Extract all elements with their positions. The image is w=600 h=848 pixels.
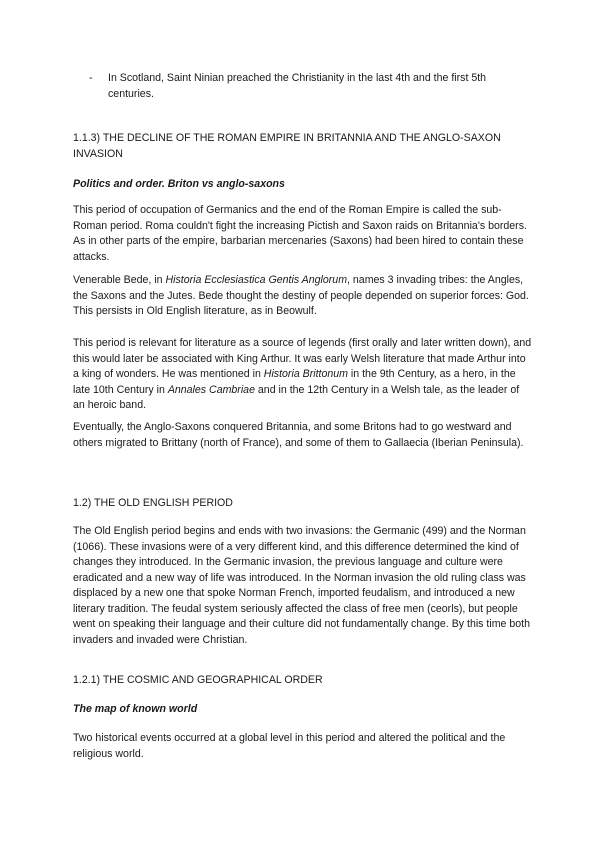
title-historia-ecclesiastica: Historia Ecclesiastica Gentis Anglorum — [165, 274, 348, 286]
paragraph-sub-roman: This period of occupation of Germanics and the end of the Roman Empire is called the sub-Roman period. Roma couldn't fight the increasing Pictish and Saxon raids on Britannia's borders. As in other parts of the empire, barbarian mercenaries (Saxons) had been hired to contain these attacks. — [73, 204, 527, 263]
subheading-map: The map of known world — [73, 703, 198, 715]
paragraph-arthur-text-a: This period is relevant for literature as a source of legends (first orally and later written down), and this would later be associated with King Arthur. It was early Welsh literature that made Arthur into a king of wonders. He was mentioned in — [73, 337, 532, 380]
paragraph-bede-text-b: , names 3 invading tribes: the Angles, the Saxons and the Jutes. Bede thought the destiny of people depended on superior forces: God. This persists in Old English literature, as in Beowulf. — [73, 274, 529, 317]
section-heading-1-1-3: 1.1.3) THE DECLINE OF THE ROMAN EMPIRE IN BRITANNIA AND THE ANGLO-SAXON INVASION — [73, 132, 501, 160]
paragraph-old-english: The Old English period begins and ends with two invasions: the Germanic (499) and the Norman (1066). These invasions were of a very different kind, and this difference determined the kind of changes they introduced. In the Germanic invasion, the previous language and culture were eradicated and a new way of life was introduced. In the Norman invasion the old ruling class was displaced by a new one that spoke Norman French, imported feudalism, and introduced a new literary tradition. The feudal system seriously affected the class of free men (ceorls), but people went on speaking their language and their culture did not fundamentally change. By this time both invaders and invaded were Christian. — [73, 525, 531, 646]
paragraph-arthur-text-c: and in the 12th Century in a Welsh tale, as the leader of an heroic band. — [73, 383, 520, 411]
title-historia-brittonum: Historia Brittonum — [263, 368, 348, 380]
bullet-text: In Scotland, Saint Ninian preached the Christianity in the last 4th and the first 5th centuries. — [108, 72, 487, 100]
subheading-politics: Politics and order. Briton vs anglo-saxons — [73, 178, 285, 190]
paragraph-bede — [73, 273, 533, 320]
paragraph-arthur-text-b: in the 9th Century, as a hero, in the late 10th Century in — [73, 368, 516, 396]
paragraph-conquest: Eventually, the Anglo-Saxons conquered Britannia, and some Britons had to go westward and others migrated to Brittany (north of France), and some of them to Gallaecia (Iberian Peninsula). — [73, 421, 524, 449]
section-heading-1-2: 1.2) THE OLD ENGLISH PERIOD — [73, 497, 233, 509]
paragraph-arthur — [73, 336, 533, 414]
bullet-dash: - — [89, 72, 93, 84]
paragraph-bede-text-a: Venerable Bede, in — [73, 274, 166, 286]
paragraph-historical-events: Two historical events occurred at a global level in this period and altered the political and the religious world. — [73, 732, 506, 760]
title-annales-cambriae: Annales Cambriae — [167, 383, 255, 396]
section-heading-1-2-1: 1.2.1) THE COSMIC AND GEOGRAPHICAL ORDER — [73, 674, 323, 686]
